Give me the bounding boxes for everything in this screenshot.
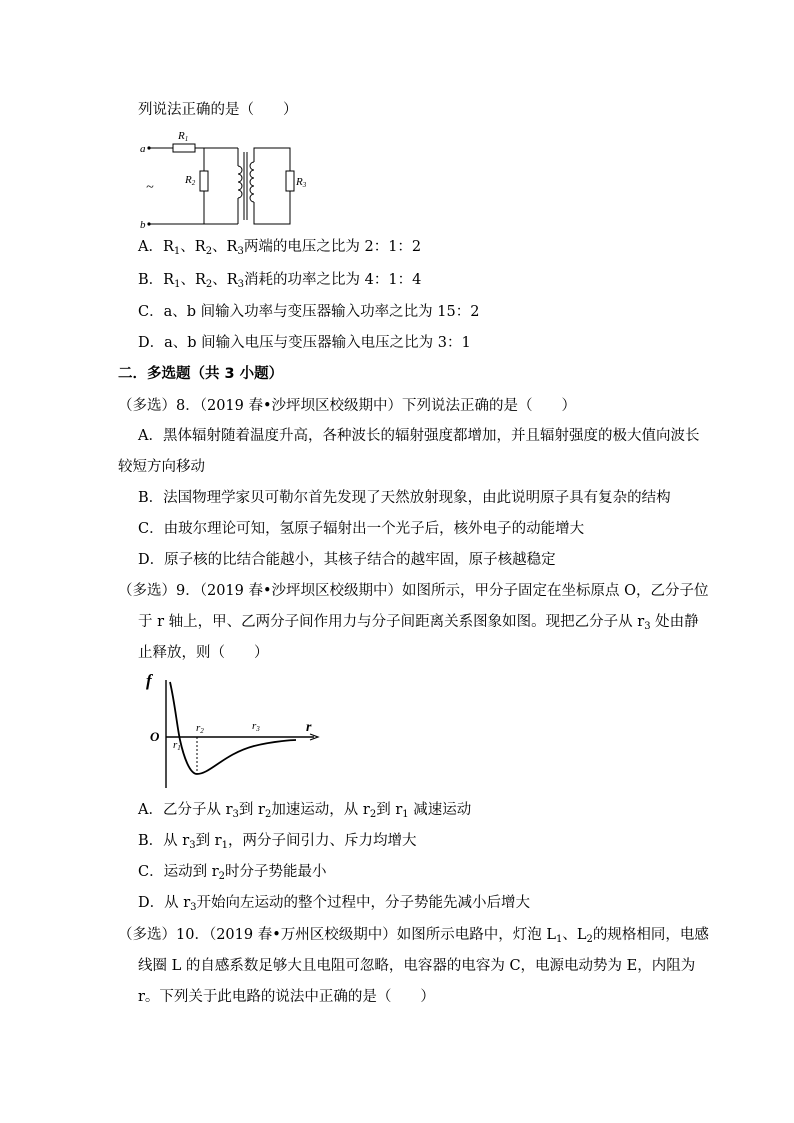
q9-option-c: C．运动到 $r_2$时分子势能最小	[138, 864, 327, 882]
q8-option-a-line1: A．黑体辐射随着温度升高，各种波长的辐射强度都增加，并且辐射强度的极大值向波长	[138, 428, 700, 444]
graph-r1-label: r1	[173, 739, 181, 752]
label-r2: R2	[185, 174, 196, 187]
q9-force-distance-graph	[144, 668, 324, 794]
q10-stem-line1: （多选）10．（2019 春•万州区校级期中）如图所示电路中，灯泡 $L_1$、$L_2$的规格相同，电感	[118, 927, 709, 945]
label-r3: R3	[296, 176, 307, 189]
label-b: b	[140, 219, 146, 231]
q7-option-c: C．a、b 间输入功率与变压器输入功率之比为 15：2	[138, 304, 480, 320]
section-title-multiple-choice: 二．多选题（共 3 小题）	[118, 366, 284, 382]
q8-option-c: C．由玻尔理论可知，氢原子辐射出一个光子后，核外电子的动能增大	[138, 521, 585, 537]
label-r1: R1	[178, 130, 189, 143]
terminal-b-dot	[147, 222, 150, 225]
q8-option-b: B．法国物理学家贝可勒尔首先发现了天然放射现象，由此说明原子具有复杂的结构	[138, 490, 671, 506]
q9-stem-line1: （多选）9．（2019 春•沙坪坝区校级期中）如图所示，甲分子固定在坐标原点 O，乙分子位	[118, 583, 709, 599]
graph-axis-f-label: f	[146, 671, 152, 690]
graph-axis-r-label: r	[306, 720, 312, 735]
q9-stem-line3: 止释放，则（ ）	[138, 645, 269, 661]
q9-option-b: B．从 $r_3$到 $r_1$，两分子间引力、斥力均增大	[138, 833, 417, 851]
graph-origin-label: O	[150, 729, 160, 744]
q7-circuit-diagram	[138, 128, 318, 232]
q10-stem-line2: 线圈 L 的自感系数足够大且电阻可忽略，电容器的电容为 C，电源电动势为 E，内阻为	[138, 958, 696, 974]
terminal-a-dot	[147, 146, 150, 149]
q7-stem-tail: 列说法正确的是（ ）	[138, 102, 298, 118]
q8-option-d: D．原子核的比结合能越小，其核子结合的越牢固，原子核越稳定	[138, 552, 556, 568]
graph-r2-label: r2	[196, 722, 204, 735]
ac-source-symbol: ~	[146, 180, 154, 195]
q9-stem-line2: 于 r 轴上，甲、乙两分子间作用力与分子间距离关系图象如图。现把乙分子从 $r_3$ 处由静	[138, 614, 699, 632]
q7-option-d: D．a、b 间输入电压与变压器输入电压之比为 3：1	[138, 335, 471, 351]
label-a: a	[140, 143, 146, 155]
q8-option-a-line2: 较短方向移动	[118, 459, 205, 475]
q10-stem-line3: r。下列关于此电路的说法中正确的是（ ）	[138, 989, 435, 1005]
q9-option-a: A．乙分子从 $r_3$到 $r_2$加速运动，从 $r_2$到 $r_1$ 减速运动	[138, 802, 472, 820]
q8-stem: （多选）8．（2019 春•沙坪坝区校级期中）下列说法正确的是（ ）	[118, 398, 577, 414]
q7-option-a: A．$R_1$、$R_2$、$R_3$两端的电压之比为 2：1：2	[138, 239, 422, 257]
graph-r3-label: r3	[252, 720, 260, 733]
q7-option-b: B．$R_1$、$R_2$、$R_3$消耗的功率之比为 4：1：4	[138, 272, 422, 290]
q9-option-d: D．从 $r_3$开始向左运动的整个过程中，分子势能先减小后增大	[138, 895, 531, 913]
